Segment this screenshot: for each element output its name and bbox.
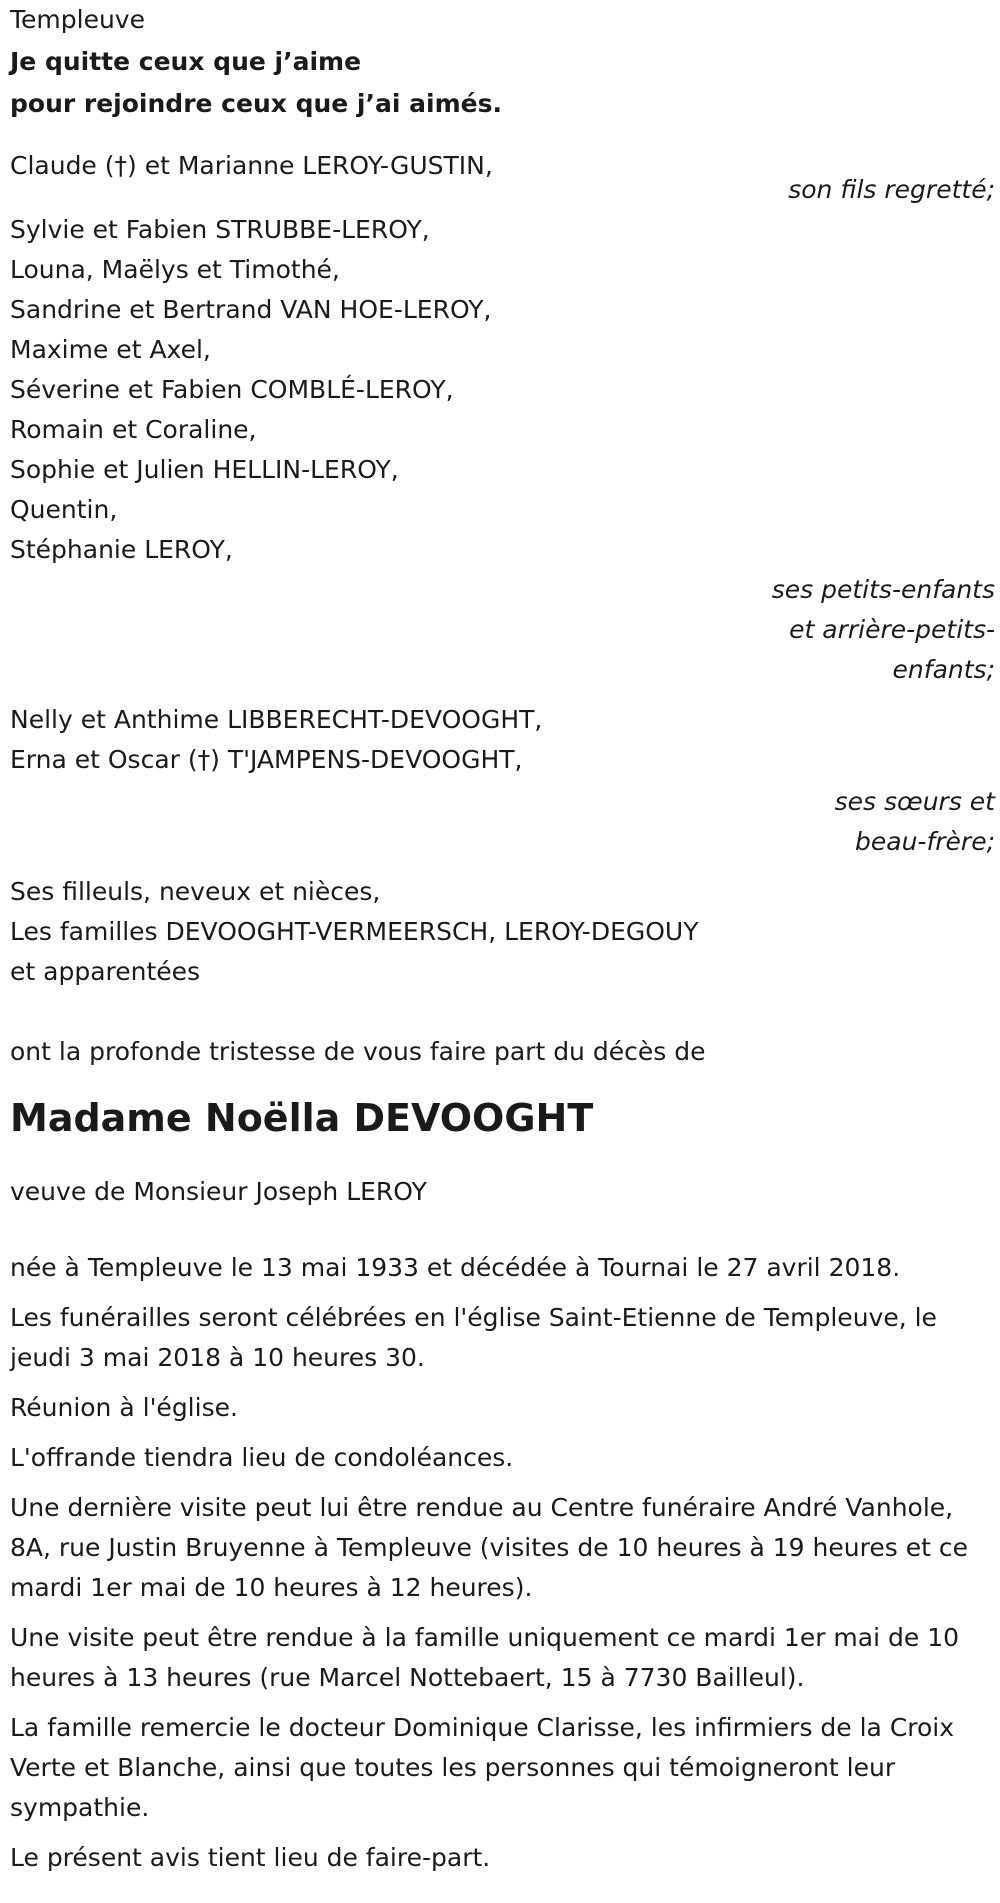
location: Templeuve xyxy=(10,5,145,34)
family-group-others xyxy=(10,872,995,992)
widow-of: veuve de Monsieur Joseph LEROY xyxy=(10,1177,427,1206)
relation-label: enfants; xyxy=(892,655,995,684)
deceased-name: Madame Noëlla DEVOOGHT xyxy=(10,1096,594,1140)
detail-paragraph: née à Templeuve le 13 mai 1933 et décédée à Tournai le 27 avril 2018. xyxy=(10,1253,901,1282)
family-name: Quentin, xyxy=(10,495,118,524)
detail-paragraph: L'offrande tiendra lieu de condoléances. xyxy=(10,1443,514,1472)
detail-paragraph: Une visite peut être rendue à la famille uniquement ce mardi 1er mai de 10 heures à 13 heures (rue Marcel Nottebaert, 15 à 7730 Bailleul). xyxy=(10,1623,959,1692)
relation-label: ses petits-enfants xyxy=(771,575,995,604)
detail-paragraph: Une dernière visite peut lui être rendue au Centre funéraire André Vanhole, 8A, rue Justin Bruyenne à Templeuve (visites de 10 heures à 19 heures et ce mardi 1er mai de 10 heures à 12 heures). xyxy=(10,1493,968,1602)
details-section xyxy=(10,1248,995,1878)
relation-label: et arrière-petits- xyxy=(789,615,995,644)
detail-paragraph: Les funérailles seront célébrées en l'église Saint-Etienne de Templeuve, le jeudi 3 mai 2018 à 10 heures 30. xyxy=(10,1303,937,1372)
family-name: Louna, Maëlys et Timothé, xyxy=(10,255,340,284)
family-name: et apparentées xyxy=(10,957,201,986)
relation-label: beau-frère; xyxy=(855,827,995,856)
family-group-son xyxy=(10,146,995,210)
announcement-text: ont la profonde tristesse de vous faire part du décès de xyxy=(10,1037,706,1066)
family-name: Les familles DEVOOGHT-VERMEERSCH, LEROY-DEGOUY xyxy=(10,917,699,946)
family-name: Ses filleuls, neveux et nièces, xyxy=(10,877,381,906)
relation-label: son fils regretté; xyxy=(788,175,995,204)
family-name: Sandrine et Bertrand VAN HOE-LEROY, xyxy=(10,295,492,324)
family-name: Sophie et Julien HELLIN-LEROY, xyxy=(10,455,399,484)
detail-paragraph: Le présent avis tient lieu de faire-part. xyxy=(10,1843,491,1872)
obituary-content xyxy=(10,0,995,1878)
family-name: Claude (†) et Marianne LEROY-GUSTIN, xyxy=(10,151,493,180)
family-group-grandchildren xyxy=(10,210,995,690)
family-name: Maxime et Axel, xyxy=(10,335,211,364)
family-name: Sylvie et Fabien STRUBBE-LEROY, xyxy=(10,215,430,244)
quote-line-1: Je quitte ceux que j’aime xyxy=(10,47,362,76)
relation-label: ses sœurs et xyxy=(834,787,995,816)
family-name: Nelly et Anthime LIBBERECHT-DEVOOGHT, xyxy=(10,705,543,734)
detail-paragraph: Réunion à l'église. xyxy=(10,1393,238,1422)
family-group-sisters xyxy=(10,700,995,862)
family-name: Séverine et Fabien COMBLÉ-LEROY, xyxy=(10,375,454,404)
quote-line-2: pour rejoindre ceux que j’ai aimés. xyxy=(10,89,502,118)
family-name: Stéphanie LEROY, xyxy=(10,535,233,564)
detail-paragraph: La famille remercie le docteur Dominique Clarisse, les infirmiers de la Croix Verte et Blanche, ainsi que toutes les personnes qui témoigneront leur sympathie. xyxy=(10,1713,955,1822)
family-name: Romain et Coraline, xyxy=(10,415,257,444)
family-name: Erna et Oscar (†) T'JAMPENS-DEVOOGHT, xyxy=(10,745,523,774)
